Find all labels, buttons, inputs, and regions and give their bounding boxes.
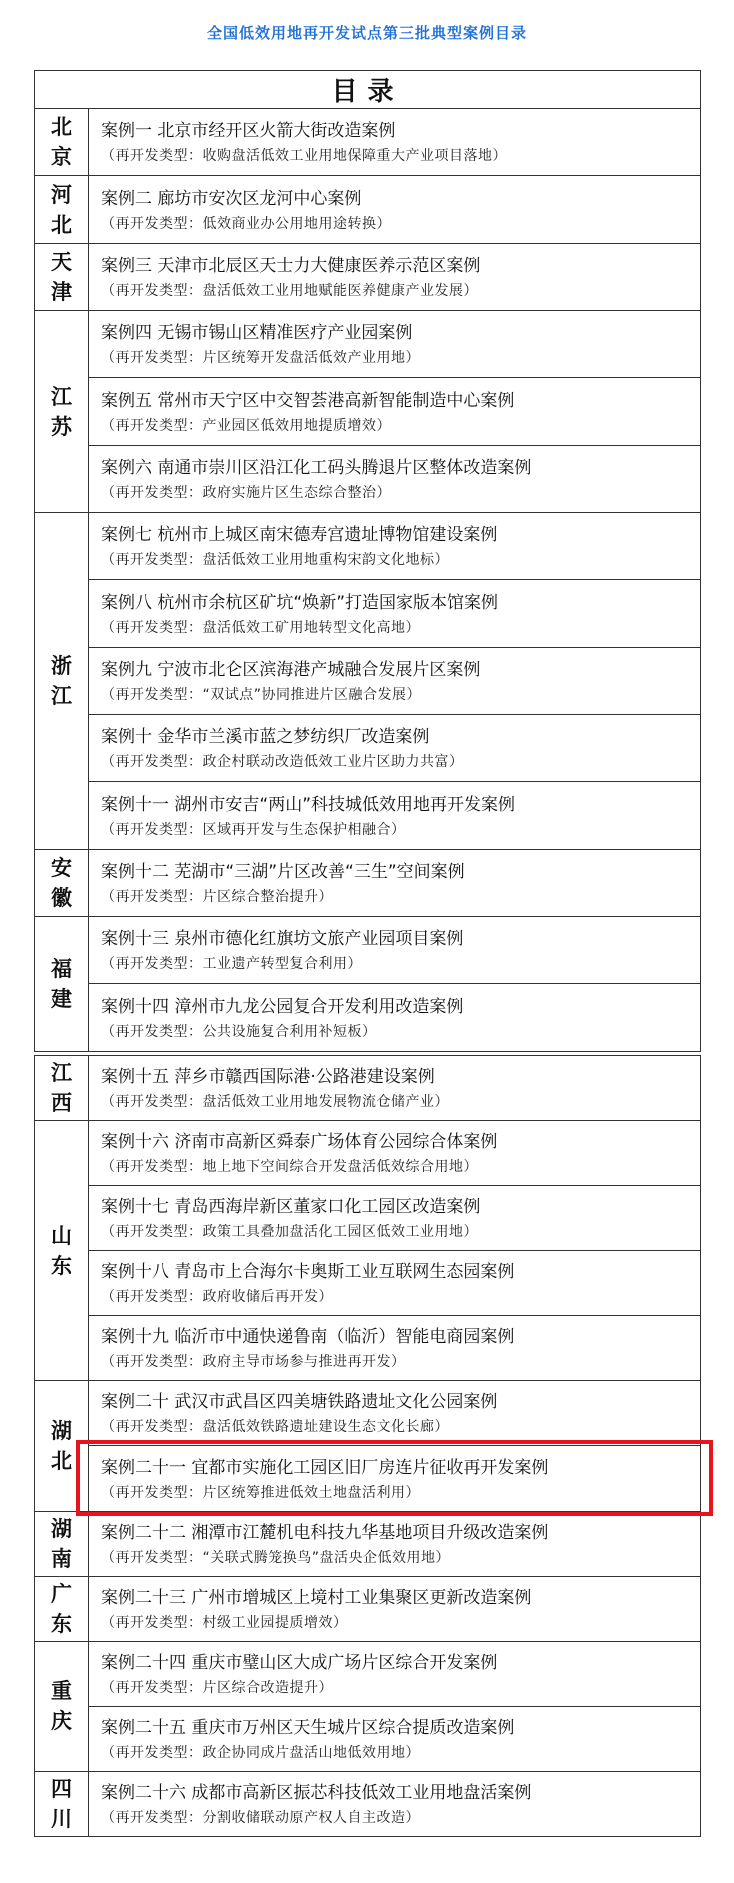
case-type: （再开发类型：片区综合整治提升） [101,888,333,905]
province-cell [35,1576,89,1641]
case-type: （再开发类型：片区统筹开发盘活低效产业用地） [101,350,420,367]
case-row [35,1771,701,1836]
case-title: 案例十一 湖州市安吉“两山”科技城低效用地再开发案例 [101,794,516,815]
case-type: （再开发类型：区域再开发与生态保护相融合） [101,821,406,838]
case-row [35,311,701,378]
province-char: 津 [51,279,72,304]
case-row [35,580,701,647]
case-cell [89,1706,701,1771]
case-type: （再开发类型：政企村联动改造低效工业片区助力共富） [101,754,464,771]
catalog-table-part-1 [34,70,701,1052]
case-type: （再开发类型：工业遗产转型复合利用） [101,956,362,973]
province-cell [35,176,89,243]
case-row [35,1641,701,1706]
province-char: 北 [51,212,72,237]
case-cell [89,1511,701,1576]
case-cell [89,782,701,849]
case-cell [89,445,701,512]
province-cell [35,849,89,916]
highlight-box [76,1440,713,1516]
case-title: 案例二 廊坊市安次区龙河中心案例 [101,188,362,209]
case-row [35,1381,701,1446]
case-row [35,1706,701,1771]
case-type: （再开发类型：盘活低效工业用地赋能医养健康产业发展） [101,282,478,299]
case-cell [89,917,701,984]
case-row [35,782,701,849]
case-row [35,1056,701,1121]
case-type: （再开发类型：地上地下空间综合开发盘活低效综合用地） [101,1159,478,1176]
case-title: 案例二十一 宜都市实施化工园区旧厂房连片征收再开发案例 [101,1457,549,1478]
province-char: 湖 [51,1418,72,1443]
case-title: 案例六 南通市崇川区沿江化工码头腾退片区整体改造案例 [101,457,532,478]
province-char: 西 [51,1091,72,1116]
case-cell [89,1251,701,1316]
case-row [35,1576,701,1641]
case-type: （再开发类型：片区综合改造提升） [101,1679,333,1696]
province-char: 庆 [51,1709,72,1734]
case-row [35,1121,701,1186]
province-char: 四 [51,1776,72,1801]
province-char: 建 [51,986,72,1011]
case-title: 案例七 杭州市上城区南宋德寿宫遗址博物馆建设案例 [101,525,498,546]
case-cell [89,1771,701,1836]
province-char: 东 [51,1611,72,1636]
case-row [35,1186,701,1251]
case-row [35,378,701,445]
case-type: （再开发类型：村级工业园提质增效） [101,1614,348,1631]
case-title: 案例二十三 广州市增城区上境村工业集聚区更新改造案例 [101,1587,532,1608]
case-title: 案例十六 济南市高新区舜泰广场体育公园综合体案例 [101,1132,498,1153]
province-char: 山 [51,1223,72,1248]
case-row [35,647,701,714]
case-title: 案例二十五 重庆市万州区天生城片区综合提质改造案例 [101,1717,515,1738]
case-type: （再开发类型：政策工具叠加盘活化工园区低效工业用地） [101,1224,478,1241]
case-cell [89,109,701,176]
case-row [35,1511,701,1576]
case-row [35,1251,701,1316]
province-char: 广 [51,1581,72,1606]
case-title: 案例十七 青岛西海岸新区董家口化工园区改造案例 [101,1197,481,1218]
province-char: 浙 [51,653,72,678]
case-title: 案例二十四 重庆市璧山区大成广场片区综合开发案例 [101,1652,498,1673]
case-cell [89,1641,701,1706]
case-title: 案例九 宁波市北仑区滨海港产城融合发展片区案例 [101,659,481,680]
province-char: 江 [51,384,72,409]
province-char: 苏 [51,414,72,439]
province-char: 安 [51,855,72,880]
province-cell [35,109,89,176]
case-type: （再开发类型：盘活低效工矿用地转型文化高地） [101,619,420,636]
case-type: （再开发类型：分割收储联动原产权人自主改造） [101,1809,420,1826]
case-type: （再开发类型：政府实施片区生态综合整治） [101,484,391,501]
case-title: 案例十三 泉州市德化红旗坊文旅产业园项目案例 [101,929,464,950]
case-cell [89,1381,701,1446]
case-title: 案例五 常州市天宁区中交智荟港高新智能制造中心案例 [101,390,515,411]
case-type: （再开发类型：低效商业办公用地用途转换） [101,215,391,232]
province-char: 东 [51,1253,72,1278]
case-type: （再开发类型：政府主导市场参与推进再开发） [101,1354,406,1371]
case-title: 案例三 天津市北辰区天士力大健康医养示范区案例 [101,255,481,276]
province-char: 南 [51,1546,72,1571]
province-char: 重 [51,1679,72,1704]
case-cell [89,1121,701,1186]
case-type: （再开发类型：公共设施复合利用补短板） [101,1023,377,1040]
case-cell [89,1186,701,1251]
province-cell [35,1511,89,1576]
province-char: 北 [51,1448,72,1473]
province-char: 江 [51,1061,72,1086]
province-char: 天 [51,249,72,274]
case-cell [89,378,701,445]
case-title: 案例四 无锡市锡山区精准医疗产业园案例 [101,323,413,344]
province-char: 京 [51,145,72,170]
province-cell [35,917,89,1052]
case-type: （再开发类型：政府收储后再开发） [101,1289,333,1306]
province-char: 河 [51,182,72,207]
province-cell [35,243,89,310]
province-cell [35,1121,89,1381]
province-cell [35,1771,89,1836]
province-cell [35,1641,89,1771]
province-char: 江 [51,683,72,708]
case-cell [89,1316,701,1381]
case-cell [89,513,701,580]
case-title: 案例十二 芜湖市“三湖”片区改善“三生”空间案例 [101,861,465,882]
case-title: 案例十五 萍乡市赣西国际港·公路港建设案例 [101,1067,435,1088]
case-cell [89,1056,701,1121]
case-title: 案例十九 临沂市中通快递鲁南（临沂）智能电商园案例 [101,1327,515,1348]
case-cell [89,243,701,310]
case-title: 案例十八 青岛市上合海尔卡奥斯工业互联网生态园案例 [101,1262,515,1283]
case-type: （再开发类型：片区统筹推进低效土地盘活利用） [101,1484,420,1501]
province-cell [35,311,89,513]
case-title: 案例八 杭州市余杭区矿坑“焕新”打造国家版本馆案例 [101,592,499,613]
province-char: 北 [51,115,72,140]
case-cell [89,715,701,782]
case-type: （再开发类型：产业园区低效用地提质增效） [101,417,391,434]
case-type: （再开发类型：盘活低效工业用地发展物流仓储产业） [101,1094,449,1111]
case-row [35,176,701,243]
case-cell [89,984,701,1051]
province-cell [35,1056,89,1121]
case-title: 案例二十六 成都市高新区振芯科技低效工业用地盘活案例 [101,1782,532,1803]
province-char: 川 [51,1806,72,1831]
province-cell [35,513,89,850]
page-title: 全国低效用地再开发试点第三批典型案例目录 [206,24,527,42]
case-type: （再开发类型：“关联式腾笼换鸟”盘活央企低效用地） [101,1549,451,1566]
case-row [35,984,701,1051]
case-row [35,243,701,310]
case-row [35,513,701,580]
case-cell [89,1576,701,1641]
case-cell [89,647,701,714]
case-title: 案例一 北京市经开区火箭大街改造案例 [101,121,396,142]
case-cell [89,580,701,647]
case-cell [89,176,701,243]
province-char: 湖 [51,1516,72,1541]
case-type: （再开发类型：“双试点”协同推进片区融合发展） [101,686,422,703]
case-cell [89,311,701,378]
case-cell [89,849,701,916]
catalog-header: 目录 [35,71,701,109]
case-title: 案例十四 漳州市九龙公园复合开发利用改造案例 [101,996,464,1017]
case-type: （再开发类型：盘活低效铁路遗址建设生态文化长廊） [101,1419,449,1436]
case-type: （再开发类型：盘活低效工业用地重构宋韵文化地标） [101,552,449,569]
case-title: 案例二十二 湘潭市江麓机电科技九华基地项目升级改造案例 [101,1522,549,1543]
case-row [35,715,701,782]
case-title: 案例十 金华市兰溪市蓝之梦纺织厂改造案例 [101,727,430,748]
case-row [35,445,701,512]
case-type: （再开发类型：收购盘活低效工业用地保障重大产业项目落地） [101,148,507,165]
province-char: 徽 [51,885,72,910]
province-char: 福 [51,956,72,981]
case-title: 案例二十 武汉市武昌区四美塘铁路遗址文化公园案例 [101,1392,498,1413]
case-row [35,917,701,984]
case-row [35,109,701,176]
case-row [35,849,701,916]
case-row [35,1316,701,1381]
case-type: （再开发类型：政企协同成片盘活山地低效用地） [101,1744,420,1761]
